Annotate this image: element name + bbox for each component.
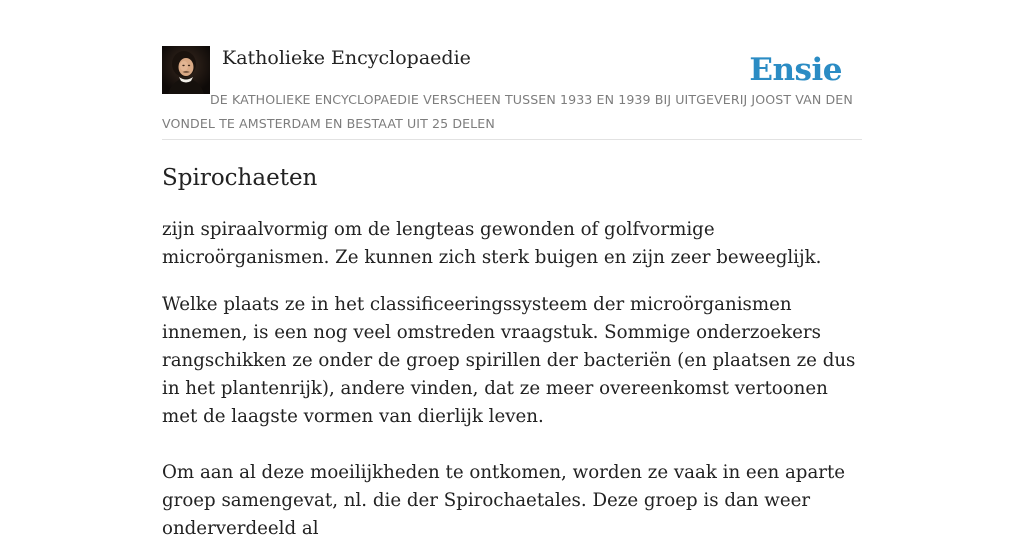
site-title-link[interactable]: Katholieke Encyclopaedie [222, 47, 471, 69]
site-tagline: DE KATHOLIEKE ENCYCLOPAEDIE VERSCHEEN TUSSEN 1933 EN 1939 BIJ UITGEVERIJ JOOST VAN DEN VONDEL TE AMSTERDAM EN BESTAAT UIT 25 DELEN [162, 92, 853, 131]
article-paragraph: zijn spiraalvormig om de lengteas gewonden of golfvormige microörganismen. Ze kunnen zich sterk buigen en zijn zeer beweeglijk. [162, 219, 822, 268]
article-paragraph: Welke plaats ze in het classificeeringssysteem der microörganismen innemen, is een nog veel omstreden vraagstuk. Sommige onderzoekers rangschikken ze onder de groep spirillen der bacteriën (en plaatsen ze dus in het plantenrijk), andere vinden, dat ze meer overeenkomst vertoonen met de laagste vormen van dierlijk leven. [162, 294, 856, 427]
article-paragraph: Om aan al deze moeilijkheden te ontkomen, worden ze vaak in een aparte groep samengevat, nl. die der Spirochaetales. Deze groep is dan weer onderverdeeld al [162, 462, 846, 539]
site-header [162, 46, 862, 140]
article [162, 160, 867, 543]
portrait-avatar-icon[interactable] [162, 46, 210, 94]
ensie-logo-link[interactable]: Ensie [749, 52, 842, 88]
article-title: Spirochaeten [162, 165, 318, 191]
